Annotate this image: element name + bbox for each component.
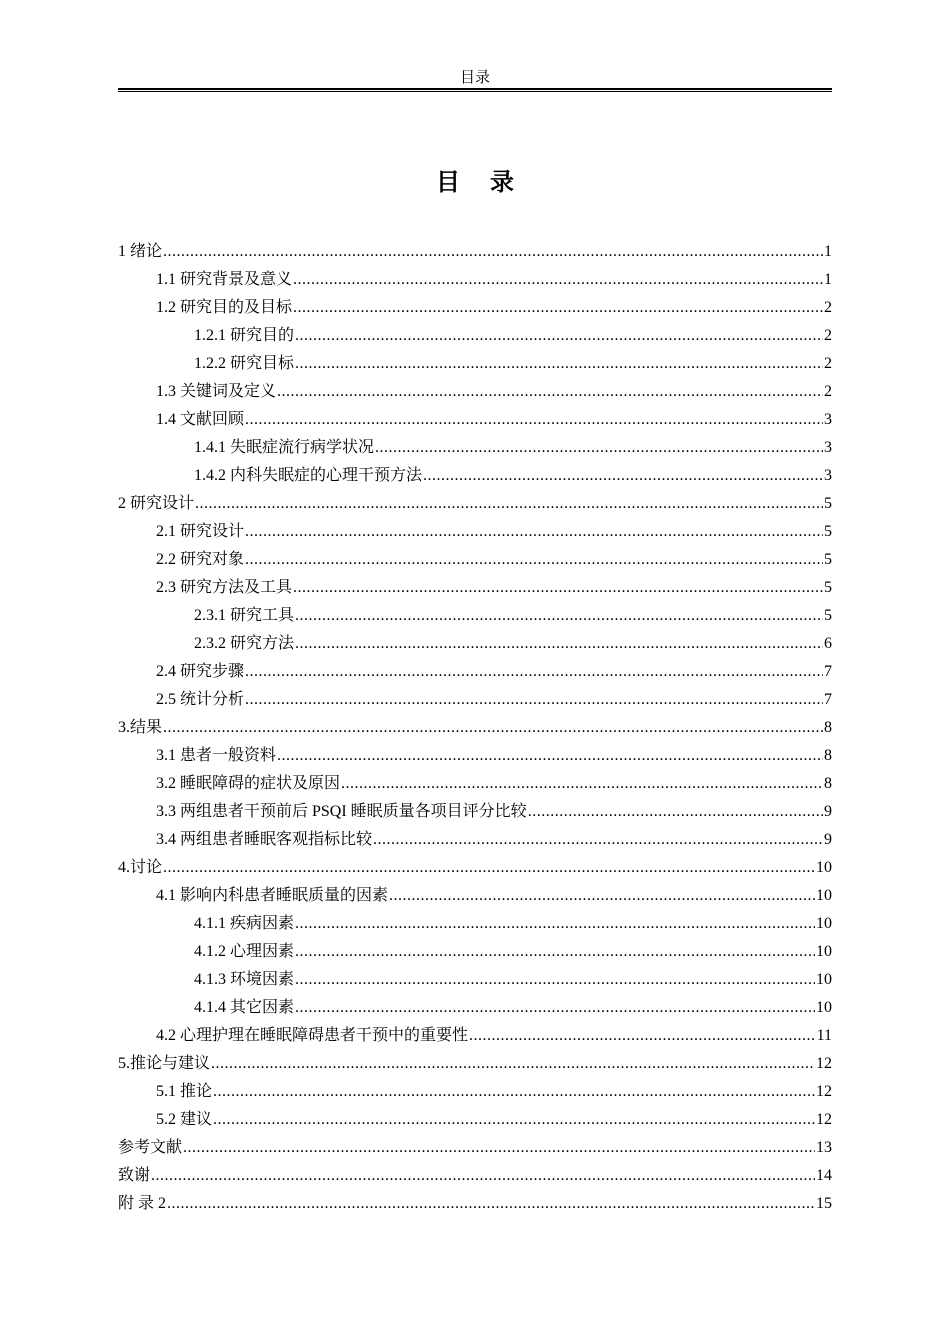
toc-page-number: 8 — [824, 747, 832, 764]
toc-page-number: 10 — [816, 859, 832, 876]
toc-entry[interactable] — [118, 1078, 832, 1106]
toc-entry[interactable] — [118, 322, 832, 350]
toc-page-number: 14 — [816, 1167, 832, 1184]
toc-entry-title: 1.2 研究目的及目标 — [156, 299, 293, 316]
toc-page-number: 7 — [824, 663, 832, 680]
toc-entry-title: 1.2.1 研究目的 — [194, 327, 295, 344]
toc-entry-title: 1.3 关键词及定义 — [156, 383, 277, 400]
toc-dot-leader — [167, 1190, 815, 1218]
toc-entry[interactable] — [118, 602, 832, 630]
toc-entry[interactable] — [118, 266, 832, 294]
toc-entry[interactable] — [118, 378, 832, 406]
toc-page-number: 10 — [816, 915, 832, 932]
toc-entry-title: 2.3.1 研究工具 — [194, 607, 295, 624]
toc-entry-title: 5.2 建议 — [156, 1111, 213, 1128]
toc-entry[interactable] — [118, 1162, 832, 1190]
toc-entry-title: 5.推论与建议 — [118, 1055, 211, 1072]
toc-page-number: 3 — [824, 467, 832, 484]
toc-dot-leader — [341, 770, 823, 798]
toc-dot-leader — [295, 966, 815, 994]
toc-dot-leader — [211, 1050, 815, 1078]
toc-entry[interactable] — [118, 658, 832, 686]
toc-page-number: 2 — [824, 355, 832, 372]
table-of-contents — [118, 238, 832, 1218]
toc-page-number: 10 — [816, 943, 832, 960]
toc-entry[interactable] — [118, 406, 832, 434]
toc-page-number: 9 — [824, 831, 832, 848]
toc-entry[interactable] — [118, 714, 832, 742]
header-rule-thin — [118, 91, 832, 92]
toc-entry-title: 2 研究设计 — [118, 495, 195, 512]
toc-page-number: 3 — [824, 439, 832, 456]
toc-entry[interactable] — [118, 966, 832, 994]
toc-entry-title: 致谢 — [118, 1167, 151, 1184]
toc-entry[interactable] — [118, 686, 832, 714]
toc-dot-leader — [528, 798, 823, 826]
toc-entry[interactable] — [118, 238, 832, 266]
toc-page-number: 5 — [824, 579, 832, 596]
toc-page-number: 2 — [824, 383, 832, 400]
toc-dot-leader — [183, 1134, 815, 1162]
toc-dot-leader — [245, 658, 823, 686]
toc-entry-title: 3.2 睡眠障碍的症状及原因 — [156, 775, 341, 792]
toc-dot-leader — [163, 238, 823, 266]
toc-entry-title: 3.结果 — [118, 719, 163, 736]
toc-page-number: 12 — [816, 1111, 832, 1128]
toc-entry-title: 4.1.4 其它因素 — [194, 999, 295, 1016]
toc-entry[interactable] — [118, 994, 832, 1022]
toc-entry-title: 5.1 推论 — [156, 1083, 213, 1100]
toc-dot-leader — [389, 882, 815, 910]
toc-page-number: 10 — [816, 887, 832, 904]
toc-entry[interactable] — [118, 1106, 832, 1134]
toc-page-number: 7 — [824, 691, 832, 708]
toc-entry-title: 参考文献 — [118, 1139, 183, 1156]
toc-page-number: 1 — [824, 271, 832, 288]
toc-dot-leader — [151, 1162, 815, 1190]
toc-dot-leader — [293, 294, 823, 322]
toc-entry-title: 2.4 研究步骤 — [156, 663, 245, 680]
toc-dot-leader — [277, 742, 823, 770]
toc-entry-title: 2.3.2 研究方法 — [194, 635, 295, 652]
toc-entry-title: 附 录 2 — [118, 1195, 167, 1212]
toc-page-number: 10 — [816, 999, 832, 1016]
toc-entry[interactable] — [118, 574, 832, 602]
toc-dot-leader — [295, 350, 823, 378]
toc-entry[interactable] — [118, 294, 832, 322]
toc-page-number: 13 — [816, 1139, 832, 1156]
toc-dot-leader — [245, 546, 823, 574]
toc-entry[interactable] — [118, 938, 832, 966]
toc-entry[interactable] — [118, 490, 832, 518]
toc-entry-title: 1.4 文献回顾 — [156, 411, 245, 428]
toc-dot-leader — [213, 1078, 815, 1106]
toc-dot-leader — [245, 518, 823, 546]
toc-entry-title: 3.1 患者一般资料 — [156, 747, 277, 764]
toc-dot-leader — [295, 938, 815, 966]
toc-page-number: 9 — [824, 803, 832, 820]
toc-entry[interactable] — [118, 630, 832, 658]
toc-dot-leader — [423, 462, 823, 490]
toc-dot-leader — [293, 574, 823, 602]
toc-page-number: 5 — [824, 607, 832, 624]
toc-dot-leader — [295, 910, 815, 938]
toc-page-number: 1 — [824, 243, 832, 260]
toc-entry[interactable] — [118, 882, 832, 910]
toc-dot-leader — [375, 434, 823, 462]
toc-page-number: 5 — [824, 551, 832, 568]
toc-page-number: 8 — [824, 719, 832, 736]
toc-entry[interactable] — [118, 798, 832, 826]
toc-page-number: 11 — [816, 1027, 832, 1044]
toc-entry[interactable] — [118, 770, 832, 798]
toc-dot-leader — [213, 1106, 815, 1134]
toc-dot-leader — [295, 994, 815, 1022]
toc-dot-leader — [195, 490, 823, 518]
toc-entry-title: 4.1.2 心理因素 — [194, 943, 295, 960]
header-rule — [118, 88, 832, 90]
toc-dot-leader — [295, 322, 823, 350]
toc-entry-title: 4.1.1 疾病因素 — [194, 915, 295, 932]
running-header: 目录 — [459, 70, 490, 86]
page-title: 目 录 — [436, 170, 526, 196]
toc-page-number: 12 — [816, 1055, 832, 1072]
toc-page-number: 2 — [824, 327, 832, 344]
toc-entry-title: 1.2.2 研究目标 — [194, 355, 295, 372]
toc-dot-leader — [245, 686, 823, 714]
toc-page-number: 3 — [824, 411, 832, 428]
toc-page-number: 6 — [824, 635, 832, 652]
toc-entry[interactable] — [118, 1050, 832, 1078]
toc-entry[interactable] — [118, 434, 832, 462]
toc-entry[interactable] — [118, 1190, 832, 1218]
toc-entry-title: 3.3 两组患者干预前后 PSQI 睡眠质量各项目评分比较 — [156, 803, 527, 820]
toc-page-number: 5 — [824, 523, 832, 540]
toc-entry-title: 4.2 心理护理在睡眠障碍患者干预中的重要性 — [156, 1027, 469, 1044]
toc-dot-leader — [163, 854, 815, 882]
toc-page-number: 8 — [824, 775, 832, 792]
toc-page-number: 15 — [816, 1195, 832, 1212]
toc-page-number: 10 — [816, 971, 832, 988]
toc-page-number: 12 — [816, 1083, 832, 1100]
toc-page-number: 2 — [824, 299, 832, 316]
toc-entry[interactable] — [118, 910, 832, 938]
toc-entry[interactable] — [118, 854, 832, 882]
toc-entry-title: 2.5 统计分析 — [156, 691, 245, 708]
toc-entry[interactable] — [118, 1022, 832, 1050]
toc-entry[interactable] — [118, 518, 832, 546]
toc-entry-title: 1 绪论 — [118, 243, 163, 260]
toc-dot-leader — [163, 714, 823, 742]
toc-dot-leader — [277, 378, 823, 406]
toc-dot-leader — [295, 630, 823, 658]
toc-entry-title: 1.1 研究背景及意义 — [156, 271, 293, 288]
toc-entry[interactable] — [118, 1134, 832, 1162]
toc-dot-leader — [293, 266, 823, 294]
toc-dot-leader — [469, 1022, 816, 1050]
toc-entry-title: 2.2 研究对象 — [156, 551, 245, 568]
toc-entry-title: 3.4 两组患者睡眠客观指标比较 — [156, 831, 373, 848]
toc-entry[interactable] — [118, 350, 832, 378]
toc-entry-title: 4.1 影响内科患者睡眠质量的因素 — [156, 887, 389, 904]
toc-page-number: 5 — [824, 495, 832, 512]
toc-entry[interactable] — [118, 462, 832, 490]
toc-dot-leader — [373, 826, 823, 854]
toc-entry[interactable] — [118, 742, 832, 770]
toc-entry-title: 2.3 研究方法及工具 — [156, 579, 293, 596]
toc-entry-title: 1.4.2 内科失眠症的心理干预方法 — [194, 467, 423, 484]
toc-entry-title: 4.讨论 — [118, 859, 163, 876]
toc-entry[interactable] — [118, 826, 832, 854]
toc-dot-leader — [295, 602, 823, 630]
toc-entry[interactable] — [118, 546, 832, 574]
toc-entry-title: 1.4.1 失眠症流行病学状况 — [194, 439, 375, 456]
toc-entry-title: 4.1.3 环境因素 — [194, 971, 295, 988]
toc-dot-leader — [245, 406, 823, 434]
toc-entry-title: 2.1 研究设计 — [156, 523, 245, 540]
